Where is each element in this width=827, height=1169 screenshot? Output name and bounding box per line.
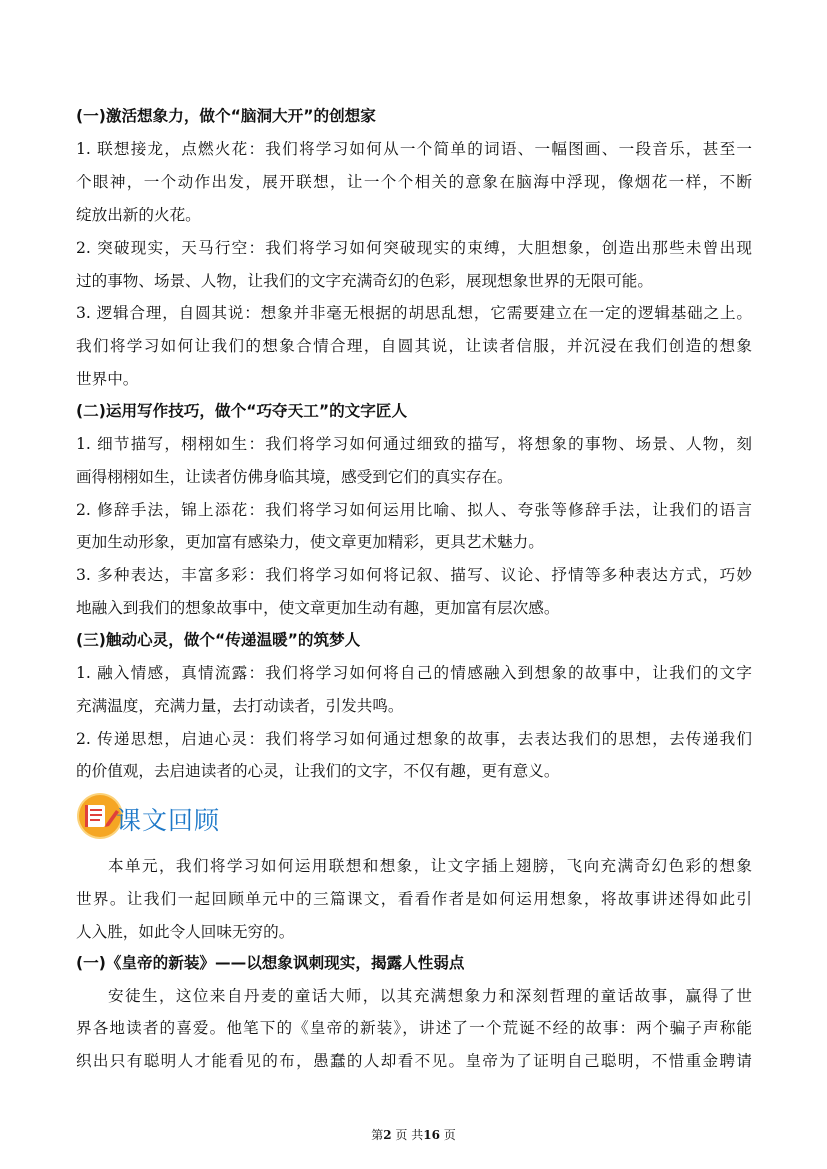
section-heading-3: (三)触动心灵，做个“传递温暖”的筑梦人: [76, 631, 361, 649]
paragraph-line: 我们将学习如何让我们的想象合情合理，自圆其说，让读者信服，并沉浸在我们创造的想象: [76, 337, 752, 355]
paragraph-line: 世界。让我们一起回顾单元中的三篇课文，看看作者是如何运用想象，将故事讲述得如此引: [76, 890, 752, 908]
paragraph-line: 更加生动形象，更加富有感染力，使文章更加精彩，更具艺术魅力。: [76, 533, 544, 551]
section-heading-4: (一)《皇帝的新装》——以想象讽刺现实，揭露人性弱点: [76, 954, 465, 972]
footer-prefix: 第: [371, 1128, 384, 1142]
footer-middle: 页 共: [395, 1128, 424, 1142]
paragraph-line: 1. 细节描写，栩栩如生：我们将学习如何通过细致的描写，将想象的事物、场景、人物，刻: [76, 435, 752, 453]
paragraph-line: 人入胜，如此令人回味无穷的。: [76, 923, 295, 941]
paragraph-line: 织出只有聪明人才能看见的布，愚蠢的人却看不见。皇帝为了证明自己聪明，不惜重金聘请: [76, 1052, 752, 1070]
paragraph-line: 世界中。: [76, 370, 139, 388]
paragraph-line: 3. 多种表达，丰富多彩：我们将学习如何将记叙、描写、议论、抒情等多种表达方式，巧妙: [76, 566, 752, 584]
paragraph-line: 地融入到我们的想象故事中，使文章更加生动有趣，更加富有层次感。: [76, 599, 560, 617]
paragraph-line: 3. 逻辑合理，自圆其说：想象并非毫无根据的胡思乱想，它需要建立在一定的逻辑基础之上。: [76, 304, 752, 322]
section-heading-2: (二)运用写作技巧，做个“巧夺天工”的文字匠人: [76, 402, 408, 420]
paragraph-line: 1. 融入情感，真情流露：我们将学习如何将自己的情感融入到想象的故事中，让我们的文字: [76, 664, 752, 682]
paragraph-line: 充满温度，充满力量，去打动读者，引发共鸣。: [76, 697, 404, 715]
paragraph-line: 2. 修辞手法，锦上添花：我们将学习如何运用比喻、拟人、夸张等修辞手法，让我们的语言: [76, 501, 752, 519]
paragraph-line: 2. 突破现实，天马行空：我们将学习如何突破现实的束缚，大胆想象，创造出那些未曾出现: [76, 239, 752, 257]
paragraph-line: 过的事物、场景、人物，让我们的文字充满奇幻的色彩，展现想象世界的无限可能。: [76, 272, 653, 290]
paragraph-line: 界各地读者的喜爱。他笔下的《皇帝的新装》，讲述了一个荒诞不经的故事：两个骗子声称能: [76, 1019, 752, 1037]
section-title: 课文回顾: [116, 806, 221, 835]
section-heading-1: (一)激活想象力，做个“脑洞大开”的创想家: [76, 107, 376, 125]
paragraph-line: 本单元，我们将学习如何运用联想和想象，让文字插上翅膀，飞向充满奇幻色彩的想象: [108, 857, 752, 875]
paragraph-line: 安徒生，这位来自丹麦的童话大师，以其充满想象力和深刻哲理的童话故事，赢得了世: [108, 987, 752, 1005]
page-number: 2: [383, 1128, 392, 1142]
paragraph-line: 的价值观，去启迪读者的心灵，让我们的文字，不仅有趣，更有意义。: [76, 762, 560, 780]
paragraph-line: 个眼神，一个动作出发，展开联想，让一个个相关的意象在脑海中浮现，像烟花一样，不断: [76, 173, 752, 191]
page-footer: [0, 1127, 827, 1143]
paragraph-line: 画得栩栩如生，让读者仿佛身临其境，感受到它们的真实存在。: [76, 468, 513, 486]
paragraph-line: 2. 传递思想，启迪心灵：我们将学习如何通过想象的故事，去表达我们的思想，去传递我们: [76, 730, 752, 748]
total-pages: 16: [423, 1128, 440, 1142]
paragraph-line: 绽放出新的火花。: [76, 206, 201, 224]
paragraph-line: 1. 联想接龙，点燃火花：我们将学习如何从一个简单的词语、一幅图画、一段音乐，甚至一: [76, 140, 752, 158]
footer-suffix: 页: [443, 1128, 456, 1142]
